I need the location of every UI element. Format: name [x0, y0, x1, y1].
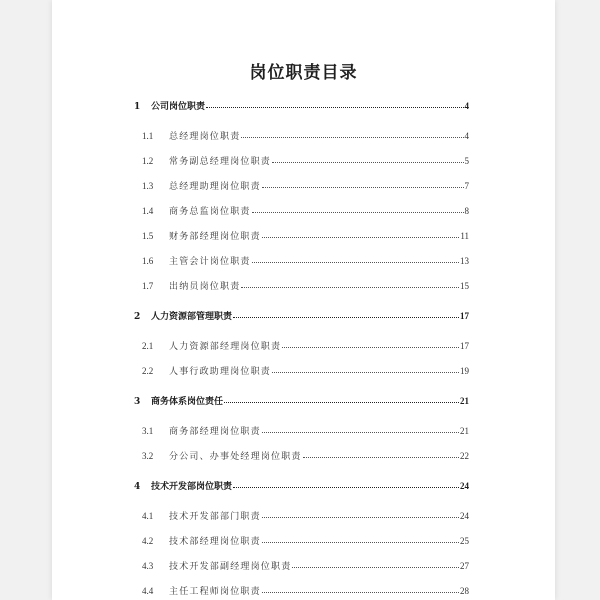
toc-entry-label: 分公司、办事处经理岗位职责 — [169, 452, 302, 462]
toc-entry-page-number: 15 — [460, 281, 469, 291]
toc-entry-number: 4.1 — [142, 511, 154, 521]
toc-entry-number: 1.4 — [142, 206, 154, 216]
toc-entry-number: 4.4 — [142, 586, 154, 596]
toc-entry-label: 常务副总经理岗位职责 — [169, 157, 272, 167]
toc-entry-label: 商务总监岗位职责 — [169, 207, 251, 217]
toc-entry-number: 2.2 — [142, 366, 154, 376]
toc-entry[interactable] — [134, 99, 469, 112]
toc-entry[interactable] — [134, 479, 469, 492]
toc-entry-label: 技术部经理岗位职责 — [169, 537, 261, 547]
toc-entry[interactable] — [142, 279, 469, 292]
toc-entry-page-number: 24 — [460, 511, 469, 521]
toc-entry[interactable] — [134, 309, 469, 322]
toc-entry-number: 2.1 — [142, 341, 154, 351]
toc-entry-number: 1.2 — [142, 156, 154, 166]
toc-dot-leader — [224, 402, 459, 403]
toc-entry-page-number: 11 — [460, 231, 469, 241]
toc-entry[interactable] — [142, 179, 469, 192]
toc-entry-page-number: 5 — [464, 156, 469, 166]
toc-entry[interactable] — [142, 509, 469, 522]
toc-dot-leader — [233, 487, 459, 488]
toc-entry-page-number: 21 — [460, 426, 469, 436]
toc-entry-number: 4.2 — [142, 536, 154, 546]
toc-entry[interactable] — [142, 229, 469, 242]
toc-entry[interactable] — [142, 559, 469, 572]
toc-entry-number: 3 — [134, 397, 141, 407]
toc-entry-label: 公司岗位职责 — [151, 102, 206, 112]
toc-entry-page-number: 8 — [464, 206, 469, 216]
toc-entry[interactable] — [134, 394, 469, 407]
toc-entry-page-number: 19 — [460, 366, 469, 376]
toc-entry-label: 主任工程师岗位职责 — [169, 587, 261, 597]
toc-entry-number: 1.3 — [142, 181, 154, 191]
toc-entry-label: 总经理岗位职责 — [169, 132, 241, 142]
toc-dot-leader — [252, 212, 464, 213]
toc-entry[interactable] — [142, 129, 469, 142]
toc-entry[interactable] — [142, 154, 469, 167]
toc-entry-label: 出纳员岗位职责 — [169, 282, 241, 292]
toc-dot-leader — [252, 262, 459, 263]
toc-entry-number: 4.3 — [142, 561, 154, 571]
toc-entry-page-number: 17 — [460, 341, 469, 351]
table-of-contents — [52, 0, 555, 600]
toc-dot-leader — [262, 432, 459, 433]
toc-entry-page-number: 4 — [464, 101, 469, 111]
toc-entry-number: 3.1 — [142, 426, 154, 436]
toc-dot-leader — [272, 372, 459, 373]
toc-dot-leader — [262, 592, 459, 593]
toc-dot-leader — [262, 517, 459, 518]
toc-dot-leader — [303, 457, 459, 458]
toc-entry-label: 主管会计岗位职责 — [169, 257, 251, 267]
toc-dot-leader — [241, 287, 459, 288]
toc-dot-leader — [206, 107, 463, 108]
toc-entry-page-number: 4 — [464, 131, 469, 141]
toc-entry[interactable] — [142, 254, 469, 267]
toc-entry-number: 1.1 — [142, 131, 154, 141]
toc-entry-label: 人力资源部经理岗位职责 — [169, 342, 282, 352]
toc-entry-number: 2 — [134, 312, 141, 322]
toc-dot-leader — [292, 567, 459, 568]
toc-entry-page-number: 28 — [460, 586, 469, 596]
toc-entry[interactable] — [142, 204, 469, 217]
toc-entry-number: 3.2 — [142, 451, 154, 461]
toc-entry-label: 技术开发部副经理岗位职责 — [169, 562, 292, 572]
page-title: 岗位职责目录 — [249, 63, 358, 83]
toc-dot-leader — [233, 317, 459, 318]
toc-entry-number: 1 — [134, 102, 141, 112]
toc-entry-page-number: 21 — [460, 396, 469, 406]
document-page — [52, 0, 555, 600]
toc-dot-leader — [241, 137, 463, 138]
toc-entry-label: 商务部经理岗位职责 — [169, 427, 261, 437]
toc-entry-page-number: 13 — [460, 256, 469, 266]
toc-entry-label: 人事行政助理岗位职责 — [169, 367, 272, 377]
toc-entry-label: 技术开发部部门职责 — [169, 512, 261, 522]
toc-entry-label: 商务体系岗位责任 — [151, 397, 224, 407]
toc-entry-page-number: 27 — [460, 561, 469, 571]
toc-entry[interactable] — [142, 424, 469, 437]
toc-entry-page-number: 17 — [460, 311, 469, 321]
toc-dot-leader — [272, 162, 463, 163]
toc-entry-page-number: 24 — [460, 481, 469, 491]
toc-entry[interactable] — [142, 364, 469, 377]
toc-entry-label: 人力资源部管理职责 — [151, 312, 233, 322]
toc-entry[interactable] — [142, 449, 469, 462]
toc-entry-page-number: 22 — [460, 451, 469, 461]
toc-dot-leader — [262, 187, 464, 188]
toc-entry-number: 1.5 — [142, 231, 154, 241]
toc-entry-label: 总经理助理岗位职责 — [169, 182, 261, 192]
toc-entry-number: 4 — [134, 482, 141, 492]
toc-dot-leader — [282, 347, 459, 348]
toc-entry[interactable] — [142, 584, 469, 597]
toc-entry-number: 1.6 — [142, 256, 154, 266]
toc-entry[interactable] — [142, 534, 469, 547]
toc-entry-label: 技术开发部岗位职责 — [151, 482, 233, 492]
toc-dot-leader — [262, 542, 459, 543]
toc-dot-leader — [262, 237, 460, 238]
toc-entry-page-number: 25 — [460, 536, 469, 546]
toc-entry[interactable] — [142, 339, 469, 352]
toc-entry-label: 财务部经理岗位职责 — [169, 232, 261, 242]
toc-entry-number: 1.7 — [142, 281, 154, 291]
toc-entry-page-number: 7 — [464, 181, 469, 191]
